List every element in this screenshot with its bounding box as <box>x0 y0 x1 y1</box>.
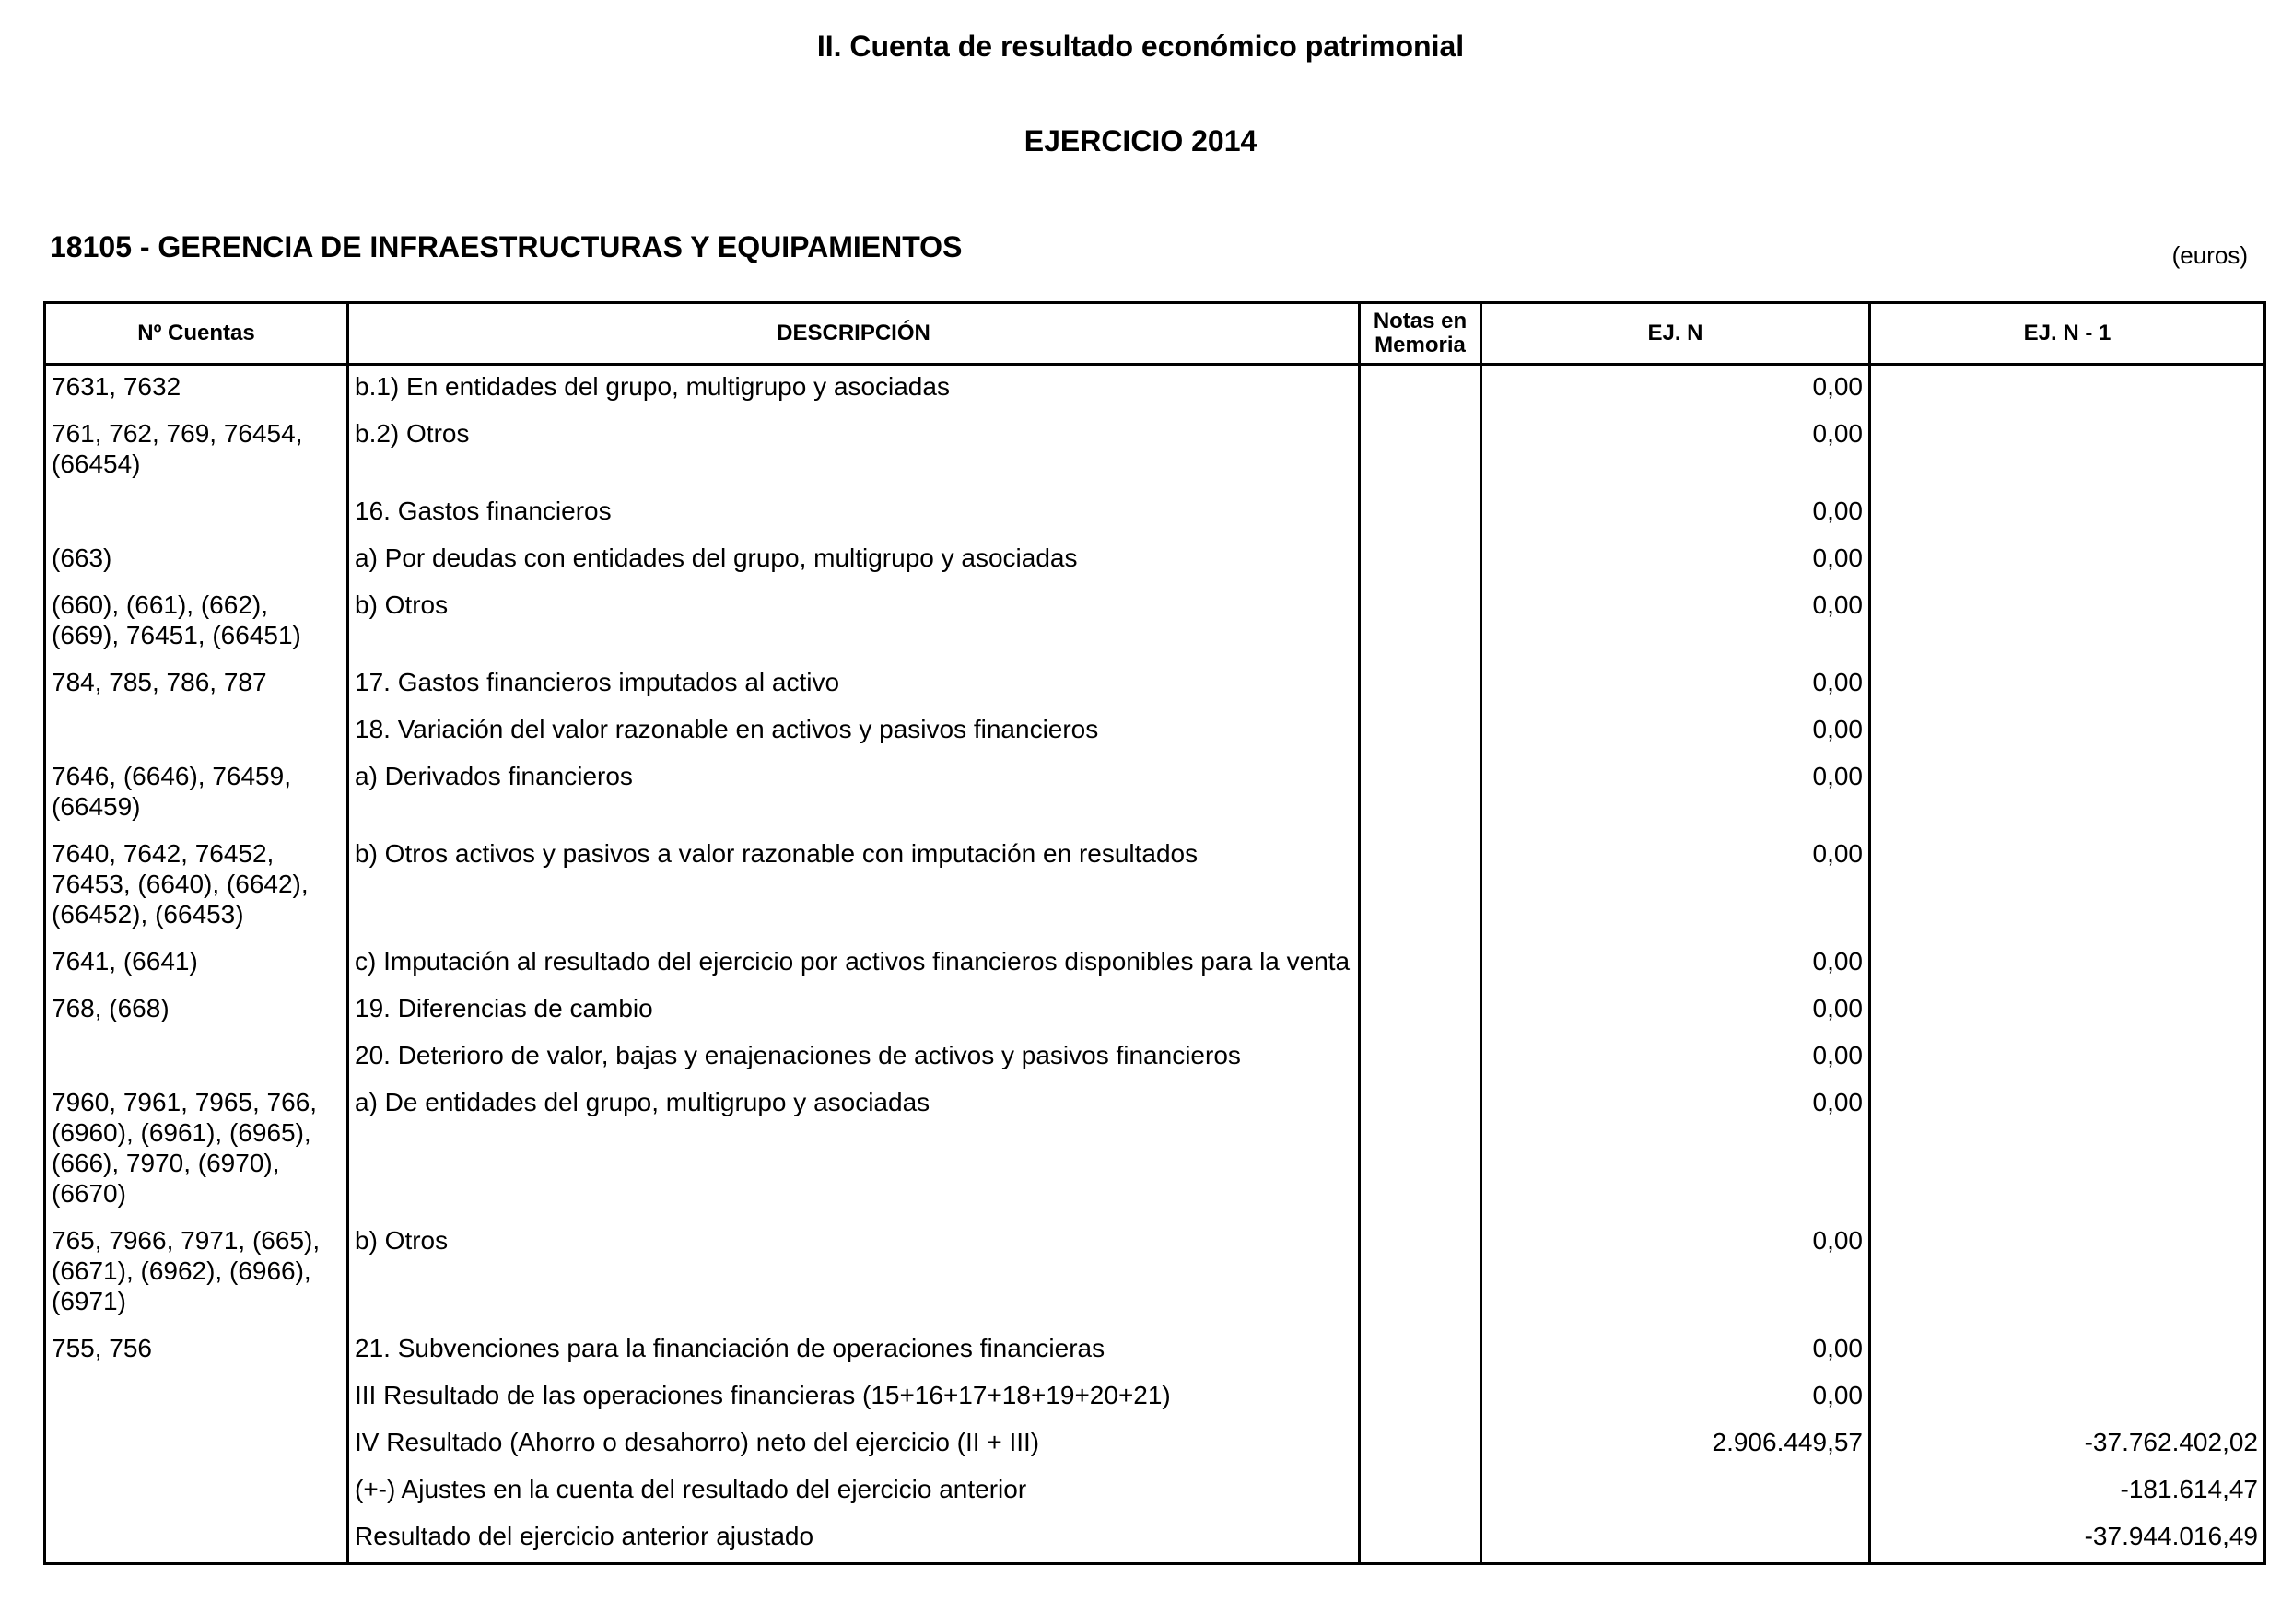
table-row <box>45 1220 2265 1327</box>
previous-year-cell <box>1870 365 2265 414</box>
accounts-cell <box>45 1421 348 1468</box>
header-description: DESCRIPCIÓN <box>348 303 1360 365</box>
header-notes: Notas en Memoria <box>1360 303 1481 365</box>
table-row <box>45 365 2265 414</box>
description-cell: a) Derivados financieros <box>348 755 1360 833</box>
description-cell: 21. Subvenciones para la financiación de operaciones financieras <box>348 1327 1360 1374</box>
accounts-cell: 761, 762, 769, 76454, (66454) <box>45 413 348 490</box>
previous-year-cell <box>1870 413 2265 490</box>
current-year-cell: 0,00 <box>1481 1081 1870 1220</box>
notes-cell <box>1360 661 1481 708</box>
accounts-cell <box>45 1468 348 1515</box>
table-body <box>45 365 2265 1564</box>
description-cell: (+-) Ajustes en la cuenta del resultado del ejercicio anterior <box>348 1468 1360 1515</box>
description-cell: 17. Gastos financieros imputados al activo <box>348 661 1360 708</box>
table-row <box>45 708 2265 755</box>
description-cell: b) Otros activos y pasivos a valor razonable con imputación en resultados <box>348 833 1360 941</box>
description-cell: a) Por deudas con entidades del grupo, multigrupo y asociadas <box>348 537 1360 584</box>
current-year-cell: 0,00 <box>1481 490 1870 537</box>
notes-cell <box>1360 1374 1481 1421</box>
previous-year-cell <box>1870 537 2265 584</box>
table-row <box>45 1421 2265 1468</box>
current-year-cell: 0,00 <box>1481 987 1870 1034</box>
description-cell: 20. Deterioro de valor, bajas y enajenaciones de activos y pasivos financieros <box>348 1034 1360 1081</box>
notes-cell <box>1360 1421 1481 1468</box>
notes-cell <box>1360 537 1481 584</box>
table-row <box>45 490 2265 537</box>
current-year-cell <box>1481 1468 1870 1515</box>
description-cell: IV Resultado (Ahorro o desahorro) neto del ejercicio (II + III) <box>348 1421 1360 1468</box>
previous-year-cell <box>1870 987 2265 1034</box>
notes-cell <box>1360 490 1481 537</box>
table-row <box>45 661 2265 708</box>
current-year-cell: 0,00 <box>1481 708 1870 755</box>
notes-cell <box>1360 1468 1481 1515</box>
current-year-cell: 2.906.449,57 <box>1481 1421 1870 1468</box>
description-cell: b.1) En entidades del grupo, multigrupo y asociadas <box>348 365 1360 414</box>
previous-year-cell <box>1870 941 2265 987</box>
previous-year-cell: -37.762.402,02 <box>1870 1421 2265 1468</box>
notes-cell <box>1360 365 1481 414</box>
description-cell: a) De entidades del grupo, multigrupo y asociadas <box>348 1081 1360 1220</box>
previous-year-cell <box>1870 584 2265 661</box>
header-previous-year: EJ. N - 1 <box>1870 303 2265 365</box>
notes-cell <box>1360 1034 1481 1081</box>
current-year-cell: 0,00 <box>1481 941 1870 987</box>
current-year-cell: 0,00 <box>1481 1034 1870 1081</box>
previous-year-cell <box>1870 833 2265 941</box>
notes-cell <box>1360 1515 1481 1564</box>
table-row <box>45 413 2265 490</box>
description-cell: 18. Variación del valor razonable en activos y pasivos financieros <box>348 708 1360 755</box>
table-row <box>45 1374 2265 1421</box>
results-table <box>43 301 2266 1565</box>
current-year-cell: 0,00 <box>1481 365 1870 414</box>
description-cell: c) Imputación al resultado del ejercicio por activos financieros disponibles para la venta <box>348 941 1360 987</box>
current-year-cell: 0,00 <box>1481 1374 1870 1421</box>
previous-year-cell <box>1870 1327 2265 1374</box>
notes-cell <box>1360 987 1481 1034</box>
description-cell: 16. Gastos financieros <box>348 490 1360 537</box>
description-cell: Resultado del ejercicio anterior ajustado <box>348 1515 1360 1564</box>
accounts-cell <box>45 1515 348 1564</box>
notes-cell <box>1360 1081 1481 1220</box>
accounts-cell: 7641, (6641) <box>45 941 348 987</box>
accounts-cell: 7646, (6646), 76459, (66459) <box>45 755 348 833</box>
previous-year-cell <box>1870 1374 2265 1421</box>
description-cell: b) Otros <box>348 584 1360 661</box>
current-year-cell: 0,00 <box>1481 661 1870 708</box>
accounts-cell: 755, 756 <box>45 1327 348 1374</box>
description-cell: 19. Diferencias de cambio <box>348 987 1360 1034</box>
current-year-cell: 0,00 <box>1481 413 1870 490</box>
currency-label: (euros) <box>2171 241 2248 269</box>
accounts-cell: 7640, 7642, 76452, 76453, (6640), (6642), (66452), (66453) <box>45 833 348 941</box>
previous-year-cell: -37.944.016,49 <box>1870 1515 2265 1564</box>
accounts-cell: 7631, 7632 <box>45 365 348 414</box>
accounts-cell: 784, 785, 786, 787 <box>45 661 348 708</box>
previous-year-cell <box>1870 708 2265 755</box>
table-row <box>45 1468 2265 1515</box>
table-row <box>45 537 2265 584</box>
accounts-cell: 765, 7966, 7971, (665), (6671), (6962), (6966), (6971) <box>45 1220 348 1327</box>
previous-year-cell <box>1870 1034 2265 1081</box>
table-row <box>45 584 2265 661</box>
table-row <box>45 1515 2265 1564</box>
accounts-cell <box>45 1374 348 1421</box>
table-row <box>45 1034 2265 1081</box>
description-cell: III Resultado de las operaciones financieras (15+16+17+18+19+20+21) <box>348 1374 1360 1421</box>
previous-year-cell <box>1870 490 2265 537</box>
notes-cell <box>1360 941 1481 987</box>
accounts-cell: 7960, 7961, 7965, 766, (6960), (6961), (6965), (666), 7970, (6970), (6670) <box>45 1081 348 1220</box>
table-header-row <box>45 303 2265 365</box>
previous-year-cell: -181.614,47 <box>1870 1468 2265 1515</box>
notes-cell <box>1360 833 1481 941</box>
accounts-cell: 768, (668) <box>45 987 348 1034</box>
current-year-cell: 0,00 <box>1481 755 1870 833</box>
notes-cell <box>1360 584 1481 661</box>
accounts-cell: (660), (661), (662), (669), 76451, (66451) <box>45 584 348 661</box>
notes-cell <box>1360 755 1481 833</box>
entity-title: 18105 - GERENCIA DE INFRAESTRUCTURAS Y EQUIPAMIENTOS <box>50 230 963 263</box>
description-cell: b) Otros <box>348 1220 1360 1327</box>
current-year-cell <box>1481 1515 1870 1564</box>
current-year-cell: 0,00 <box>1481 584 1870 661</box>
table-row <box>45 833 2265 941</box>
table-row <box>45 987 2265 1034</box>
header-current-year: EJ. N <box>1481 303 1870 365</box>
notes-cell <box>1360 708 1481 755</box>
current-year-cell: 0,00 <box>1481 833 1870 941</box>
accounts-cell: (663) <box>45 537 348 584</box>
header-accounts: Nº Cuentas <box>45 303 348 365</box>
previous-year-cell <box>1870 1220 2265 1327</box>
fiscal-year-title: EJERCICIO 2014 <box>1024 124 1257 158</box>
table-row <box>45 1327 2265 1374</box>
accounts-cell <box>45 1034 348 1081</box>
table-row <box>45 755 2265 833</box>
table-row <box>45 1081 2265 1220</box>
previous-year-cell <box>1870 1081 2265 1220</box>
page-title: II. Cuenta de resultado económico patrimonial <box>816 29 1465 63</box>
table-row <box>45 941 2265 987</box>
accounts-cell <box>45 708 348 755</box>
previous-year-cell <box>1870 661 2265 708</box>
current-year-cell: 0,00 <box>1481 1220 1870 1327</box>
notes-cell <box>1360 1220 1481 1327</box>
notes-cell <box>1360 1327 1481 1374</box>
current-year-cell: 0,00 <box>1481 1327 1870 1374</box>
accounts-cell <box>45 490 348 537</box>
description-cell: b.2) Otros <box>348 413 1360 490</box>
current-year-cell: 0,00 <box>1481 537 1870 584</box>
previous-year-cell <box>1870 755 2265 833</box>
notes-cell <box>1360 413 1481 490</box>
